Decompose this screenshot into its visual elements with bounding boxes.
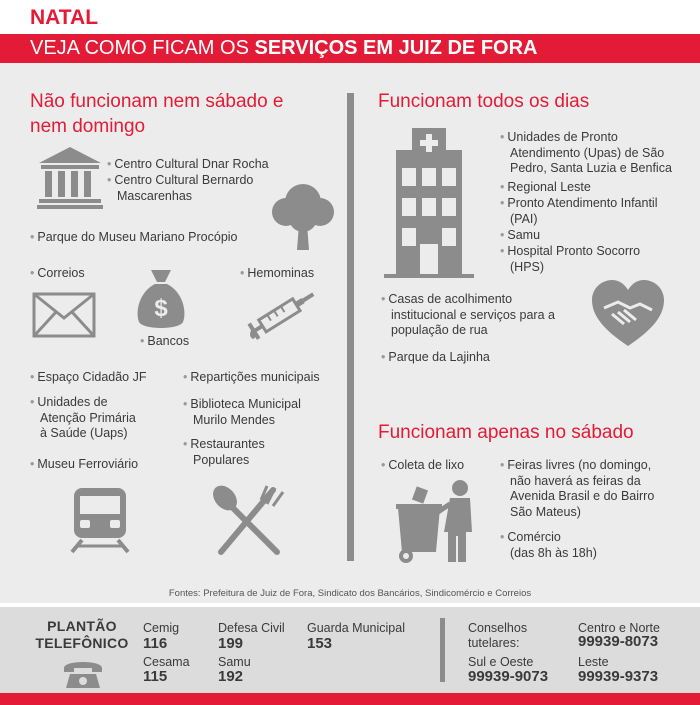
open-daily-title: Funcionam todos os dias (378, 91, 590, 112)
closed-weekend-title: Não funcionam nem sábado e nem domingo (30, 91, 284, 137)
phone-divider (440, 618, 445, 682)
leste-label: Leste (578, 655, 609, 669)
train-icon (66, 486, 134, 554)
guarda-label: Guarda Municipal (307, 621, 405, 635)
syringe-icon (245, 285, 325, 343)
list-item: • Pronto Atendimento Infantil (PAI) (500, 196, 658, 226)
defesa-label: Defesa Civil (218, 621, 285, 635)
list-item: • Casas de acolhimento institucional e serviços para a população de rua (381, 292, 555, 337)
sul-label: Sul e Oeste (468, 655, 534, 669)
list-item: • Regional Leste (500, 180, 591, 194)
list-item: • Parque da Lajinha (381, 350, 490, 364)
cesama-number: 115 (143, 668, 168, 685)
tree-icon (268, 180, 338, 252)
list-item: • Restaurantes Populares (183, 437, 265, 467)
list-item: • Feiras livres (no domingo, não haverá as feiras da Avenida Brasil e do Bairro São Mateus) (500, 458, 655, 519)
saturday-only-title: Funcionam apenas no sábado (378, 422, 634, 443)
cemig-label: Cemig (143, 621, 180, 635)
kicker: NATAL (30, 6, 99, 29)
headline-light: VEJA COMO FICAM OS (30, 37, 255, 59)
envelope-icon (32, 292, 96, 338)
centro-number: 99939-8073 (578, 633, 659, 650)
list-item: • Unidades de Atenção Primária à Saúde (Uaps) (30, 395, 136, 440)
list-item: • Comércio (das 8h às 18h) (500, 530, 597, 560)
heart-handshake-icon (590, 278, 666, 348)
cemig-number: 116 (143, 635, 168, 652)
list-item: • Repartições municipais (183, 370, 320, 384)
list-item: • Biblioteca Municipal Murilo Mendes (183, 397, 301, 427)
conselhos-label: Conselhos tutelares: (468, 621, 528, 650)
samu-label: Samu (218, 655, 251, 669)
headline-bold: SERVIÇOS EM JUIZ DE FORA (254, 37, 538, 59)
centro-label: Centro e Norte (578, 621, 660, 635)
list-item: • Espaço Cidadão JF (30, 370, 147, 384)
defesa-number: 199 (218, 635, 244, 652)
museum-icon (37, 145, 103, 209)
samu-number: 192 (218, 668, 244, 685)
list-item: • Museu Ferroviário (30, 457, 139, 471)
list-item: • Samu (500, 228, 541, 242)
list-item: • Coleta de lixo (381, 458, 465, 472)
column-divider (347, 93, 354, 561)
svg-text:$: $ (154, 295, 168, 322)
money-bag-icon (133, 266, 189, 332)
guarda-number: 153 (307, 635, 333, 652)
hospital-icon (384, 128, 474, 278)
list-item: • Hemominas (240, 266, 315, 280)
cesama-label: Cesama (143, 655, 190, 669)
utensils-icon (205, 484, 291, 556)
list-item: • Parque do Museu Mariano Procópio (30, 230, 238, 244)
phone-title: PLANTÃO TELEFÔNICO (35, 618, 129, 651)
list-item: • Correios (30, 266, 85, 280)
telephone-icon (62, 658, 104, 690)
bottom-accent-bar (0, 693, 700, 705)
list-item: • Bancos (140, 334, 190, 348)
garbage-collector-icon (394, 478, 482, 564)
headline (0, 34, 700, 63)
list-item: • Unidades de Pronto Atendimento (Upas) de São Pedro, Santa Luzia e Benfica (500, 130, 672, 175)
list-item: • Centro Cultural Bernardo Mascarenhas (107, 173, 254, 203)
list-item: • Centro Cultural Dnar Rocha (107, 157, 269, 171)
sources-note: Fontes: Prefeitura de Juiz de Fora, Sindicato dos Bancários, Sindicomércio e Correios (168, 588, 532, 599)
list-item: • Hospital Pronto Socorro (HPS) (500, 244, 641, 274)
leste-number: 99939-9373 (578, 668, 659, 685)
sul-number: 99939-9073 (468, 668, 549, 685)
